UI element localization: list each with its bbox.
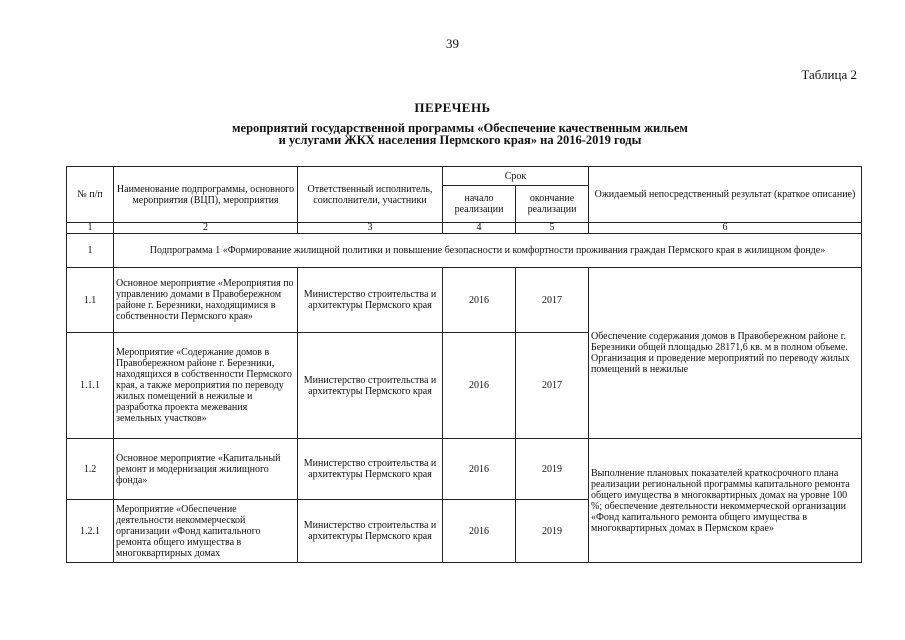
- table-label: Таблица 2: [801, 67, 857, 82]
- row-end: 2019: [516, 500, 589, 563]
- row-executor: Министерство строительства и архитектуры Пермского края: [298, 439, 443, 500]
- row-result: Обеспечение содержания домов в Правобережном районе г. Березники общей площадью 28171,6 кв. м в полном объеме. Организация и проведение мероприятий по переводу жилых помещений в нежилые: [589, 268, 862, 439]
- page-number: 39: [446, 36, 459, 51]
- row-end: 2017: [516, 268, 589, 333]
- row-executor: Министерство строительства и архитектуры Пермского края: [298, 500, 443, 563]
- subprogram-title: Подпрограмма 1 «Формирование жилищной политики и повышение безопасности и комфортности проживания граждан Пермского края в жилищном фонде»: [114, 234, 862, 268]
- row-num: 1.2: [67, 439, 114, 500]
- column-number: 5: [516, 223, 589, 234]
- column-number: 6: [589, 223, 862, 234]
- row-name: Основное мероприятие «Мероприятия по управлению домами в Правобережном районе г. Березники, находящимися в собственности Пермского края»: [114, 268, 298, 333]
- header-result: Ожидаемый непосредственный результат (краткое описание): [589, 167, 862, 223]
- row-name: Мероприятие «Обеспечение деятельности некоммерческой организации «Фонд капитального ремонта общего имущества в многоквартирных домах: [114, 500, 298, 563]
- measures-table: [66, 166, 862, 563]
- column-number: 4: [443, 223, 516, 234]
- column-numbers-row: [67, 223, 862, 234]
- row-start: 2016: [443, 333, 516, 439]
- row-num: 1.1: [67, 268, 114, 333]
- row-end: 2017: [516, 333, 589, 439]
- header-start: начало реализации: [443, 186, 516, 223]
- row-executor: Министерство строительства и архитектуры Пермского края: [298, 268, 443, 333]
- header-num: № п/п: [67, 167, 114, 223]
- table-row: [67, 439, 862, 500]
- row-name: Мероприятие «Содержание домов в Правобережном районе г. Березники, находящихся в собственности Пермского края, а также мероприятия по переводу жилых помещений в нежилые и разработка проекта межевания земельных участков»: [114, 333, 298, 439]
- header-name: Наименование подпрограммы, основного мероприятия (ВЦП), мероприятия: [114, 167, 298, 223]
- document-title: ПЕРЕЧЕНЬ: [414, 100, 491, 115]
- header-end: окончание реализации: [516, 186, 589, 223]
- row-executor: Министерство строительства и архитектуры Пермского края: [298, 333, 443, 439]
- subtitle-line-1: мероприятий государственной программы «Обеспечение качественным жильем: [232, 121, 688, 135]
- column-number: 2: [114, 223, 298, 234]
- row-start: 2016: [443, 439, 516, 500]
- row-num: 1.2.1: [67, 500, 114, 563]
- column-number: 3: [298, 223, 443, 234]
- subtitle-line-2: и услугами ЖКХ населения Пермского края» на 2016-2019 годы: [278, 133, 642, 147]
- header-executor: Ответственный исполнитель, соисполнители, участники: [298, 167, 443, 223]
- row-num: 1.1.1: [67, 333, 114, 439]
- header-term: Срок: [443, 167, 589, 186]
- subprogram-num: 1: [67, 234, 114, 268]
- document-subtitle: [180, 122, 740, 146]
- row-start: 2016: [443, 268, 516, 333]
- subprogram-row: [67, 234, 862, 268]
- row-start: 2016: [443, 500, 516, 563]
- row-name: Основное мероприятие «Капитальный ремонт и модернизация жилищного фонда»: [114, 439, 298, 500]
- column-number: 1: [67, 223, 114, 234]
- table-row: [67, 268, 862, 333]
- row-result: Выполнение плановых показателей краткосрочного плана реализации региональной программы капитального ремонта общего имущества в многоквартирных домах на уровне 100 %; обеспечение деятельности некоммерческой организации «Фонд капитального ремонта общего имущества в многоквартирных домах в Пермском крае»: [589, 439, 862, 563]
- row-end: 2019: [516, 439, 589, 500]
